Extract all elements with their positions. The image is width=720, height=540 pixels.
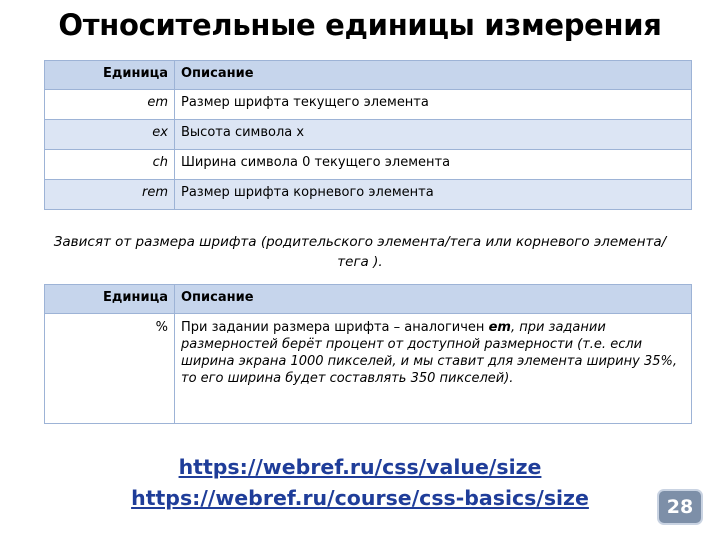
description-text-before: При задании размера шрифта – аналогичен — [181, 320, 489, 335]
header-description: Описание — [175, 61, 692, 90]
table-header-row — [45, 285, 692, 314]
table-row — [45, 180, 692, 210]
page-number-badge: 28 — [657, 489, 703, 525]
note-text: Зависят от размера шрифта (родительского элемента/тега или корневого элемента/тега ). — [53, 234, 667, 270]
header-description: Описание — [175, 285, 692, 314]
link-css-value-size[interactable]: https://webref.ru/css/value/size — [178, 455, 542, 479]
unit-cell: em — [45, 90, 175, 120]
em-keyword: em — [488, 320, 511, 335]
unit-cell: rem — [45, 180, 175, 210]
table-row — [45, 90, 692, 120]
description-cell: Размер шрифта текущего элемента — [175, 90, 692, 120]
header-unit: Единица — [45, 61, 175, 90]
description-cell — [175, 314, 692, 424]
unit-cell: ch — [45, 150, 175, 180]
link-css-basics-size[interactable]: https://webref.ru/course/css-basics/size — [131, 486, 589, 510]
description-cell: Высота символа x — [175, 120, 692, 150]
description-cell: Ширина символа 0 текущего элемента — [175, 150, 692, 180]
table-row — [45, 120, 692, 150]
table-row — [45, 314, 692, 424]
table-header-row — [45, 61, 692, 90]
units-table — [44, 60, 692, 210]
table-row — [45, 150, 692, 180]
description-cell: Размер шрифта корневого элемента — [175, 180, 692, 210]
page-title: Относительные единицы измерения — [58, 8, 662, 42]
unit-cell: % — [45, 314, 175, 424]
percent-table — [44, 284, 692, 424]
header-unit: Единица — [45, 285, 175, 314]
description-text-after: , при задании размерностей берёт процент от доступной размерности (т.е. если ширина экрана 1000 пикселей, и мы ставит для элемента ширину 35%, то его ширина будет составлять 350 пикселей). — [181, 320, 677, 386]
reference-links — [60, 452, 660, 514]
unit-cell: ex — [45, 120, 175, 150]
